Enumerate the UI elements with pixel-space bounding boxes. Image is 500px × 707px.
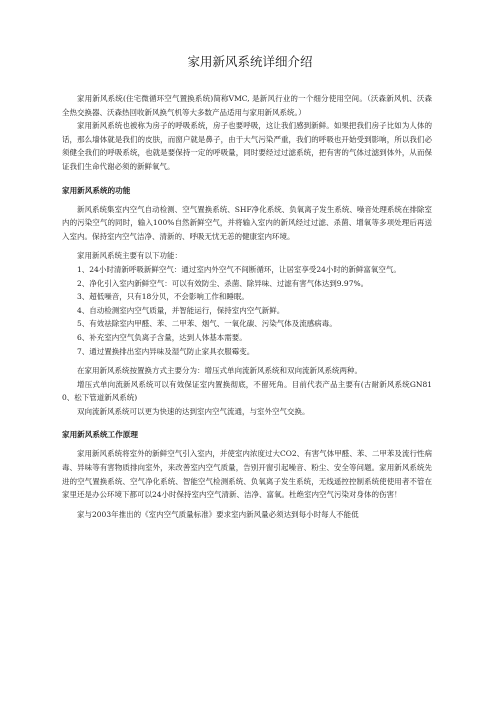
document-title: 家用新风系统详细介绍 — [187, 54, 313, 69]
list-item: 6、补充室内空气负离子含量，达到人体基本需要。 — [77, 332, 247, 342]
list-item: 3、超低噪音，只有18分贝，不会影响工作和睡眠。 — [77, 292, 249, 302]
function-list — [62, 263, 432, 358]
section-heading-functions: 家用新风系统的功能 — [62, 185, 131, 195]
principle-paragraph-1: 家用新风系统将室外的新鲜空气引入室内，并使室内浓度过大CO2、有害气体甲醛、苯、二甲苯及流行性病毒、异味等有害物质排向室外，来改善室内空气质量，告别开窗引起噪音、粉尘、安全等问题。家用新风系统先进的空气置换系统、空气净化系统、智能空气检测系统、负氧离子发生系统，无线遥控控制系统使使用者不管在家里还是办公环境下都可以24小时保持室内空气清新、洁净、富氧。杜绝室内空气污染对身体的伤害！ — [62, 449, 432, 500]
list-item: 4、自动检测室内空气质量，并智能运行，保持室内空气新鲜。 — [77, 305, 285, 315]
functions-paragraph-1: 新风系统集室内空气自动检测、空气置换系统、SHF净化系统、负氧离子发生系统、噪音处理系统在排除室内的污染空气的同时，输入100%自然新鲜空气，并将输入室内的新风经过过滤、杀菌、增氧等多项处理后再送入室内。保持室内空气洁净、清新的、呼吸无忧无恙的健康室内环境。 — [62, 204, 432, 241]
list-item: 7、通过置换排出室内异味及湿气防止家具衣服霉变。 — [77, 346, 255, 356]
types-paragraph-1: 在家用新风系统按置换方式主要分为：增压式单向流新风系统和双向流新风系统两种。 — [77, 366, 362, 376]
list-item: 2、净化引入室内新鲜空气：可以有效防尘、杀菌、除异味、过滤有害气体达到9.97%。 — [77, 278, 369, 288]
principle-paragraph-2: 家与2003年推出的《室内空气质量标准》要求室内新风量必须达到每小时每人不能低 — [77, 509, 359, 519]
types-paragraph-2: 增压式单向流新风系统可以有效保证室内置换彻底，不留死角。目前代表产品主要有(古耐新风系统GN810、松下管道新风系统) — [62, 379, 432, 403]
document-body — [62, 92, 432, 521]
list-item: 5、有效祛除室内甲醛、苯、二甲苯、烟气、一氧化碳、污染气体及流感病毒。 — [77, 319, 337, 329]
intro-paragraph-2: 家用新风系统也被称为房子的呼吸系统，房子也要呼吸，这让我们感到新鲜。如果把我们房子比如为人体的话，那么墙体就是我们的皮肤，而窗户就是鼻子，由于大气污染严重，我们的呼吸也开始受到影响，所以我们必须健全我们的呼吸系统，也就是要保持一定的呼吸量，同时要经过过滤系统，把有害的气体过滤到体外，从而保证我们生命代谢必须的新鲜氧气。 — [62, 121, 432, 171]
functions-paragraph-2: 家用新风系统主要有以下功能： — [77, 251, 182, 261]
types-paragraph-3: 双向流新风系统可以更为快速的达到室内空气流通，与室外空气交换。 — [77, 406, 310, 416]
intro-paragraph-1: 家用新风系统(住宅微循环空气置换系统)简称VMC, 是新风行业的一个细分使用空间。（沃森新风机、沃森全热交换器、沃森热回收新风换气机等大多数产品适用与家用新风系统。） — [62, 94, 432, 117]
list-item: 1、24小时清新呼吸新鲜空气：通过室内外空气不间断循环，让居室享受24小时的新鲜富氧空气。 — [77, 264, 401, 274]
section-heading-principle: 家用新风系统工作原理 — [62, 430, 138, 440]
